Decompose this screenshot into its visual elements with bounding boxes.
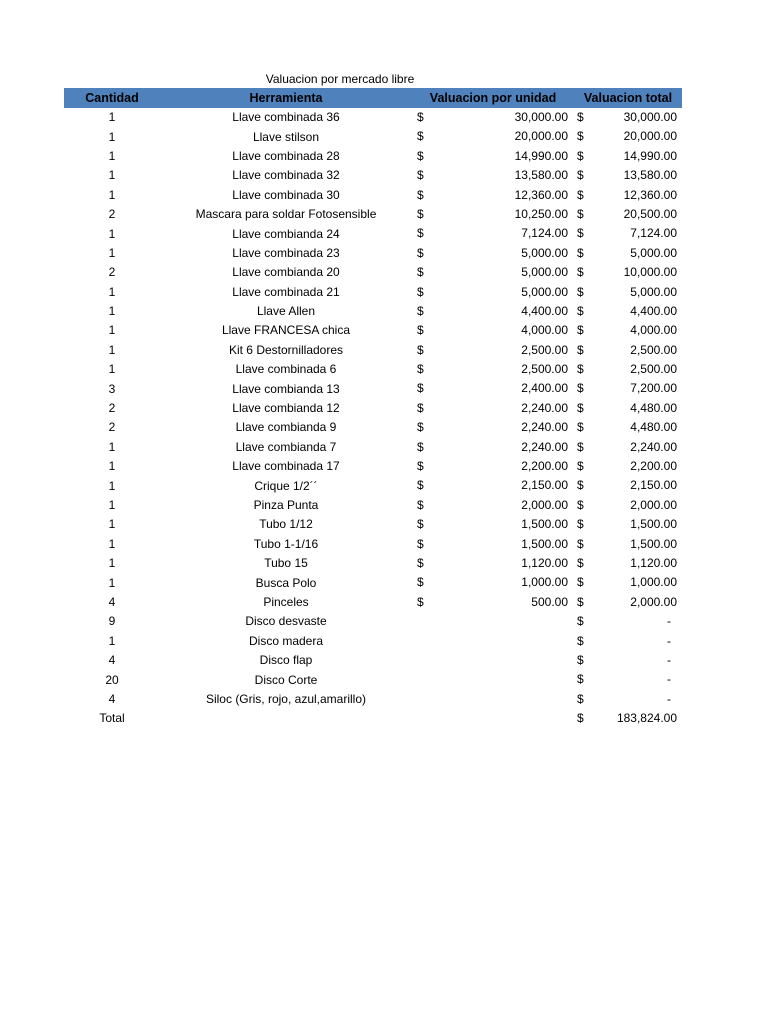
valuacion-total-value: 4,000.00 [630, 323, 677, 338]
currency-symbol: $ [417, 265, 424, 280]
valuacion-unidad-cell [412, 670, 574, 689]
valuacion-total-value: - [667, 672, 671, 687]
valuacion-total-value: 2,240.00 [630, 439, 677, 454]
valuacion-total-cell [574, 554, 682, 573]
herramienta-cell: Kit 6 Destornilladores [228, 342, 344, 357]
valuacion-total-cell [574, 186, 682, 205]
currency-symbol: $ [417, 168, 424, 183]
herramienta-cell: Mascara para soldar Fotosensible [195, 207, 377, 222]
table-row [64, 515, 682, 534]
herramienta-cell: Disco flap [259, 653, 313, 668]
valuacion-unidad-value: 2,150.00 [521, 478, 568, 493]
sheet-title-text: Valuacion por mercado libre [265, 72, 415, 86]
currency-symbol: $ [417, 536, 424, 551]
table-row [64, 496, 682, 515]
valuacion-unidad-cell [412, 147, 574, 166]
valuacion-total-value: - [667, 652, 671, 667]
currency-symbol: $ [417, 497, 424, 512]
valuacion-total-value: - [667, 633, 671, 648]
cantidad-cell: 1 [108, 633, 116, 648]
cantidad-cell: 9 [108, 614, 116, 629]
currency-symbol: $ [417, 555, 424, 570]
valuacion-total-cell [574, 147, 682, 166]
valuacion-unidad-cell [412, 224, 574, 243]
table-row [64, 224, 682, 243]
valuacion-unidad-value: 10,250.00 [514, 206, 568, 221]
valuacion-unidad-value: 4,000.00 [521, 323, 568, 338]
table-row [64, 321, 682, 340]
valuacion-unidad-value: 1,000.00 [521, 575, 568, 590]
herramienta-cell: Tubo 1-1/16 [253, 536, 319, 551]
currency-symbol: $ [577, 129, 584, 144]
valuacion-total-cell [574, 166, 682, 185]
currency-symbol: $ [577, 555, 584, 570]
valuacion-unidad-value: 2,500.00 [521, 342, 568, 357]
valuacion-total-value: 30,000.00 [623, 110, 677, 124]
cantidad-cell: 1 [108, 517, 116, 532]
herramienta-cell: Pinza Punta [253, 498, 319, 512]
valuacion-unidad-cell [412, 321, 574, 340]
total-row [64, 709, 682, 728]
valuacion-total-cell [574, 263, 682, 282]
valuacion-total-cell [574, 457, 682, 476]
table-row [64, 166, 682, 185]
valuacion-unidad-value: 2,400.00 [521, 381, 568, 396]
header-valuacion-total: Valuacion total [574, 88, 682, 108]
herramienta-cell: Llave combinada 23 [232, 245, 340, 260]
valuacion-unidad-value: 4,400.00 [521, 303, 568, 318]
cantidad-cell: 1 [108, 148, 116, 163]
sheet-title [64, 70, 682, 88]
valuacion-total-value: 2,500.00 [630, 342, 677, 357]
herramienta-cell: Llave combinada 36 [232, 110, 340, 125]
valuacion-total-value: 4,480.00 [630, 400, 677, 415]
valuacion-unidad-cell [412, 244, 574, 263]
valuacion-unidad-value: 2,240.00 [521, 439, 568, 454]
valuacion-unidad-value: 2,500.00 [521, 362, 568, 377]
cantidad-cell: 20 [105, 672, 119, 687]
valuacion-total-value: 1,120.00 [630, 555, 677, 570]
table-row [64, 283, 682, 302]
valuacion-total-value: - [667, 614, 671, 629]
total-label: Total [99, 711, 125, 726]
cantidad-cell: 1 [108, 478, 116, 493]
valuacion-unidad-cell [412, 632, 574, 651]
valuacion-total-cell [574, 690, 682, 709]
valuacion-total-value: 10,000.00 [623, 265, 677, 280]
valuacion-unidad-value: 2,200.00 [521, 459, 568, 474]
valuacion-total-cell [574, 108, 682, 127]
valuacion-total-cell [574, 535, 682, 554]
valuacion-total-value: 2,000.00 [630, 497, 677, 512]
valuacion-total-cell [574, 476, 682, 495]
currency-symbol: $ [417, 187, 424, 202]
valuacion-unidad-cell [412, 166, 574, 185]
table-row [64, 438, 682, 457]
currency-symbol: $ [417, 245, 424, 260]
currency-symbol: $ [417, 420, 424, 435]
herramienta-cell: Pinceles [263, 594, 309, 609]
valuacion-unidad-cell [412, 263, 574, 282]
herramienta-cell: Llave combinada 17 [232, 459, 340, 474]
currency-symbol: $ [577, 478, 584, 493]
table-body [64, 108, 682, 709]
currency-symbol: $ [577, 517, 584, 532]
valuacion-unidad-cell [412, 535, 574, 554]
currency-symbol: $ [417, 110, 424, 124]
currency-symbol: $ [577, 672, 584, 687]
herramienta-cell: Llave Allen [256, 304, 316, 319]
herramienta-cell: Llave FRANCESA chica [221, 323, 351, 338]
currency-symbol: $ [417, 129, 424, 144]
cantidad-cell: 1 [108, 284, 116, 299]
valuacion-unidad-cell [412, 651, 574, 670]
currency-symbol: $ [577, 497, 584, 512]
currency-symbol: $ [417, 342, 424, 357]
herramienta-cell: Disco madera [248, 633, 324, 648]
currency-symbol: $ [577, 691, 584, 706]
valuacion-unidad-value: 500.00 [531, 594, 568, 609]
currency-symbol: $ [577, 420, 584, 435]
herramienta-cell: Tubo 1/12 [259, 517, 313, 532]
herramienta-cell: Busca Polo [255, 575, 317, 590]
valuacion-unidad-value: 30,000.00 [514, 110, 568, 124]
cantidad-cell: 1 [108, 439, 116, 454]
valuacion-total-cell [574, 593, 682, 612]
valuacion-total-value: 1,000.00 [630, 575, 677, 590]
valuacion-total-value: 13,580.00 [623, 168, 677, 183]
herramienta-cell: Crique 1/2´´ [254, 478, 318, 493]
cantidad-cell: 1 [108, 536, 116, 551]
valuacion-total-cell [574, 399, 682, 418]
valuacion-total-cell [574, 632, 682, 651]
currency-symbol: $ [417, 517, 424, 532]
valuacion-unidad-value: 13,580.00 [514, 168, 568, 183]
currency-symbol: $ [577, 168, 584, 183]
herramienta-cell: Llave combinada 32 [232, 168, 340, 183]
currency-symbol: $ [417, 226, 424, 241]
currency-symbol: $ [417, 400, 424, 415]
valuacion-unidad-value: 2,000.00 [521, 497, 568, 512]
currency-symbol: $ [417, 284, 424, 299]
valuacion-total-value: 4,400.00 [630, 303, 677, 318]
table-row [64, 147, 682, 166]
valuacion-unidad-cell [412, 186, 574, 205]
currency-symbol: $ [417, 362, 424, 377]
cantidad-cell: 1 [108, 342, 116, 357]
valuacion-unidad-cell [412, 612, 574, 631]
table-row [64, 670, 682, 689]
currency-symbol: $ [417, 323, 424, 338]
cantidad-cell: 2 [108, 207, 116, 222]
valuacion-total-value: 5,000.00 [630, 245, 677, 260]
table-row [64, 302, 682, 321]
valuacion-total-cell [574, 321, 682, 340]
herramienta-cell: Llave combianda 7 [235, 439, 337, 454]
valuacion-unidad-cell [412, 496, 574, 515]
valuacion-total-cell [574, 670, 682, 689]
table-row [64, 612, 682, 631]
currency-symbol: $ [577, 187, 584, 202]
herramienta-cell: Llave combianda 24 [232, 226, 340, 241]
total-empty-cell [412, 709, 574, 728]
currency-symbol: $ [577, 206, 584, 221]
valuacion-total-value: 2,200.00 [630, 459, 677, 474]
currency-symbol: $ [577, 148, 584, 163]
grand-total-cell [574, 709, 682, 728]
valuacion-total-cell [574, 418, 682, 437]
valuacion-unidad-value: 2,240.00 [521, 400, 568, 415]
valuacion-total-value: 1,500.00 [630, 517, 677, 532]
herramienta-cell: Tubo 15 [264, 556, 308, 571]
cantidad-cell: 1 [108, 556, 116, 571]
valuacion-unidad-cell [412, 379, 574, 398]
header-row [64, 88, 682, 108]
valuacion-unidad-cell [412, 127, 574, 146]
valuacion-unidad-cell [412, 690, 574, 709]
herramienta-cell: Disco Corte [254, 672, 318, 687]
herramienta-cell: Llave combinada 21 [232, 284, 340, 299]
herramienta-cell: Llave combianda 20 [232, 265, 340, 280]
valuacion-unidad-cell [412, 515, 574, 534]
currency-symbol: $ [577, 284, 584, 299]
herramienta-cell: Llave combianda 13 [232, 381, 340, 396]
currency-symbol: $ [577, 652, 584, 667]
valuacion-unidad-cell [412, 360, 574, 379]
valuacion-total-cell [574, 515, 682, 534]
table-row [64, 476, 682, 495]
currency-symbol: $ [577, 381, 584, 396]
currency-symbol: $ [577, 439, 584, 454]
table-row [64, 127, 682, 146]
valuacion-unidad-value: 1,500.00 [521, 536, 568, 551]
cantidad-cell: 1 [108, 575, 116, 590]
valuacion-total-cell [574, 341, 682, 360]
table-row [64, 186, 682, 205]
table-row [64, 244, 682, 263]
table-row [64, 341, 682, 360]
currency-symbol: $ [577, 226, 584, 241]
valuacion-total-value: 2,000.00 [630, 594, 677, 609]
valuacion-unidad-value: 5,000.00 [521, 245, 568, 260]
table-row [64, 651, 682, 670]
table-row [64, 205, 682, 224]
currency-symbol: $ [417, 575, 424, 590]
valuacion-unidad-cell [412, 438, 574, 457]
cantidad-cell: 1 [108, 362, 116, 377]
valuacion-total-value: 2,150.00 [630, 478, 677, 493]
currency-symbol: $ [417, 206, 424, 221]
cantidad-cell: 1 [108, 187, 116, 202]
table-row [64, 379, 682, 398]
valuacion-total-value: 5,000.00 [630, 284, 677, 299]
valuacion-total-value: 12,360.00 [623, 187, 677, 202]
currency-symbol: $ [577, 575, 584, 590]
cantidad-cell: 2 [108, 265, 116, 280]
herramienta-cell: Llave combianda 12 [232, 401, 340, 416]
table-row [64, 573, 682, 592]
herramienta-cell: Siloc (Gris, rojo, azul,amarillo) [205, 691, 367, 706]
herramienta-cell: Llave combinada 28 [232, 148, 340, 163]
valuacion-total-value: 7,124.00 [630, 226, 677, 241]
valuacion-unidad-cell [412, 457, 574, 476]
table-row [64, 418, 682, 437]
header-valuacion-unidad: Valuacion por unidad [412, 88, 574, 108]
valuacion-total-cell [574, 205, 682, 224]
table-row [64, 690, 682, 709]
valuacion-total-cell [574, 573, 682, 592]
valuacion-unidad-cell [412, 399, 574, 418]
currency-symbol: $ [577, 459, 584, 474]
table-row [64, 632, 682, 651]
cantidad-cell: 1 [108, 304, 116, 319]
valuacion-total-value: 7,200.00 [630, 381, 677, 396]
valuacion-unidad-cell [412, 283, 574, 302]
valuacion-unidad-value: 2,240.00 [521, 420, 568, 435]
currency-symbol: $ [577, 362, 584, 377]
currency-symbol: $ [577, 594, 584, 609]
table-row [64, 457, 682, 476]
valuation-table [64, 88, 682, 729]
currency-symbol: $ [417, 381, 424, 396]
valuacion-total-cell [574, 360, 682, 379]
currency-symbol: $ [577, 110, 584, 124]
table-row [64, 108, 682, 127]
valuacion-unidad-cell [412, 418, 574, 437]
valuacion-total-cell [574, 379, 682, 398]
table-row [64, 535, 682, 554]
currency-symbol: $ [417, 459, 424, 474]
valuacion-unidad-value: 5,000.00 [521, 284, 568, 299]
valuacion-unidad-cell [412, 108, 574, 127]
currency-symbol: $ [577, 400, 584, 415]
table-row [64, 263, 682, 282]
header-herramienta: Herramienta [160, 88, 412, 108]
currency-symbol: $ [417, 594, 424, 609]
currency-symbol: $ [577, 536, 584, 551]
valuacion-unidad-cell [412, 476, 574, 495]
cantidad-cell: 1 [108, 168, 116, 183]
currency-symbol: $ [577, 265, 584, 280]
herramienta-cell: Llave combinada 30 [232, 187, 340, 202]
currency-symbol: $ [577, 633, 584, 648]
grand-total-value: 183,824.00 [616, 711, 677, 726]
table-row [64, 360, 682, 379]
currency-symbol: $ [577, 342, 584, 357]
valuacion-total-value: 1,500.00 [630, 536, 677, 551]
table-row [64, 593, 682, 612]
valuacion-unidad-cell [412, 205, 574, 224]
currency-symbol: $ [417, 478, 424, 493]
valuacion-unidad-value: 5,000.00 [521, 265, 568, 280]
table-row [64, 399, 682, 418]
valuacion-total-cell [574, 127, 682, 146]
herramienta-cell: Llave combinada 6 [235, 362, 337, 377]
valuacion-total-cell [574, 651, 682, 670]
valuacion-total-cell [574, 302, 682, 321]
valuacion-total-value: 4,480.00 [630, 420, 677, 435]
valuacion-total-cell [574, 224, 682, 243]
valuacion-unidad-value: 7,124.00 [521, 226, 568, 241]
valuacion-unidad-cell [412, 341, 574, 360]
valuacion-total-value: 2,500.00 [630, 362, 677, 377]
cantidad-cell: 3 [108, 381, 116, 396]
valuacion-unidad-value: 12,360.00 [514, 187, 568, 202]
cantidad-cell: 1 [108, 323, 116, 338]
cantidad-cell: 4 [108, 691, 116, 706]
cantidad-cell: 1 [108, 459, 116, 474]
valuacion-unidad-value: 14,990.00 [514, 148, 568, 163]
cantidad-cell: 4 [108, 653, 116, 668]
table-row [64, 554, 682, 573]
herramienta-cell: Llave stilson [252, 129, 320, 144]
currency-symbol: $ [577, 614, 584, 629]
currency-symbol: $ [417, 439, 424, 454]
currency-symbol: $ [577, 323, 584, 338]
valuacion-unidad-cell [412, 593, 574, 612]
valuacion-unidad-value: 20,000.00 [514, 129, 568, 144]
valuacion-unidad-value: 1,120.00 [521, 555, 568, 570]
cantidad-cell: 2 [108, 420, 116, 435]
valuacion-total-value: 20,500.00 [623, 206, 677, 221]
cantidad-cell: 1 [108, 226, 116, 241]
total-empty-cell [160, 709, 412, 728]
currency-symbol: $ [417, 303, 424, 318]
valuacion-unidad-value: 1,500.00 [521, 517, 568, 532]
valuacion-total-value: - [667, 691, 671, 706]
valuacion-total-cell [574, 244, 682, 263]
header-cantidad: Cantidad [64, 88, 160, 108]
currency-symbol: $ [577, 303, 584, 318]
cantidad-cell: 1 [108, 245, 116, 260]
valuacion-total-value: 14,990.00 [623, 148, 677, 163]
currency-symbol: $ [577, 245, 584, 260]
cantidad-cell: 4 [108, 594, 116, 609]
cantidad-cell: 1 [108, 110, 116, 125]
currency-symbol: $ [417, 148, 424, 163]
valuacion-total-cell [574, 283, 682, 302]
herramienta-cell: Disco desvaste [245, 614, 327, 629]
valuacion-unidad-cell [412, 554, 574, 573]
cantidad-cell: 1 [108, 129, 116, 144]
valuacion-total-value: 20,000.00 [623, 129, 677, 144]
valuacion-total-cell [574, 612, 682, 631]
valuacion-total-cell [574, 496, 682, 515]
herramienta-cell: Llave combianda 9 [235, 420, 337, 435]
valuacion-unidad-cell [412, 573, 574, 592]
valuacion-total-cell [574, 438, 682, 457]
currency-symbol: $ [577, 711, 584, 726]
cantidad-cell: 1 [108, 498, 116, 512]
valuacion-unidad-cell [412, 302, 574, 321]
cantidad-cell: 2 [108, 401, 116, 416]
